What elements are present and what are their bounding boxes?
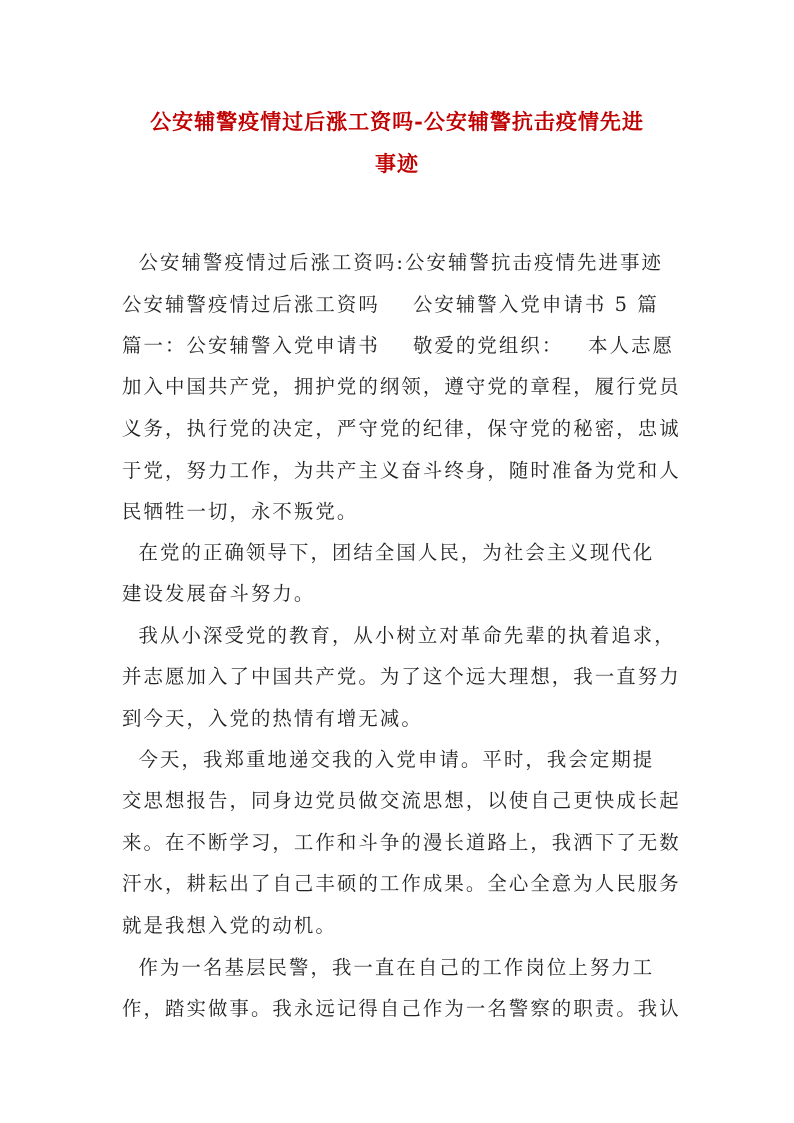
body-line-7: 民牺牲一切，永不叛党。	[122, 500, 359, 523]
body-line-9: 建设发展奋斗努力。	[122, 582, 316, 605]
body-line-19: 作，踏实做事。我永远记得自己作为一名警察的职责。我认	[122, 997, 681, 1020]
body-line-10: 我从小深受党的教育，从小树立对革命先辈的执着追求，	[122, 624, 676, 647]
body-line-6: 于党，努力工作，为共产主义奋斗终身，随时准备为党和人	[122, 459, 681, 482]
body-line-17: 就是我想入党的动机。	[122, 914, 337, 937]
body-line-16: 汗水，耕耘出了自己丰硕的工作成果。全心全意为人民服务	[122, 872, 681, 895]
body-line-15: 来。在不断学习，工作和斗争的漫长道路上，我洒下了无数	[122, 831, 681, 854]
body-line-4: 加入中国共产党，拥护党的纲领，遵守党的章程，履行党员	[122, 375, 681, 398]
document-title-line-2: 事迹	[375, 151, 419, 176]
body-line-2: 公安辅警疫情过后涨工资吗 公安辅警入党申请书 5 篇	[122, 293, 659, 316]
body-line-1: 公安辅警疫情过后涨工资吗:公安辅警抗击疫情先进事迹	[122, 251, 663, 274]
body-line-3: 篇一：公安辅警入党申请书 敬爱的党组织： 本人志愿	[122, 334, 675, 357]
document-title-line-1: 公安辅警疫情过后涨工资吗-公安辅警抗击疫情先进	[150, 109, 644, 134]
body-line-11: 并志愿加入了中国共产党。为了这个远大理想，我一直努力	[122, 665, 681, 688]
body-line-8: 在党的正确领导下，团结全国人民，为社会主义现代化	[122, 541, 655, 564]
body-line-18: 作为一名基层民警，我一直在自己的工作岗位上努力工	[122, 956, 655, 979]
body-line-13: 今天，我郑重地递交我的入党申请。平时，我会定期提	[122, 748, 655, 771]
body-line-14: 交思想报告，同身边党员做交流思想，以使自己更快成长起	[122, 789, 681, 812]
body-line-5: 义务，执行党的决定，严守党的纪律，保守党的秘密，忠诚	[122, 417, 681, 440]
body-line-12: 到今天，入党的热情有增无减。	[122, 707, 423, 730]
